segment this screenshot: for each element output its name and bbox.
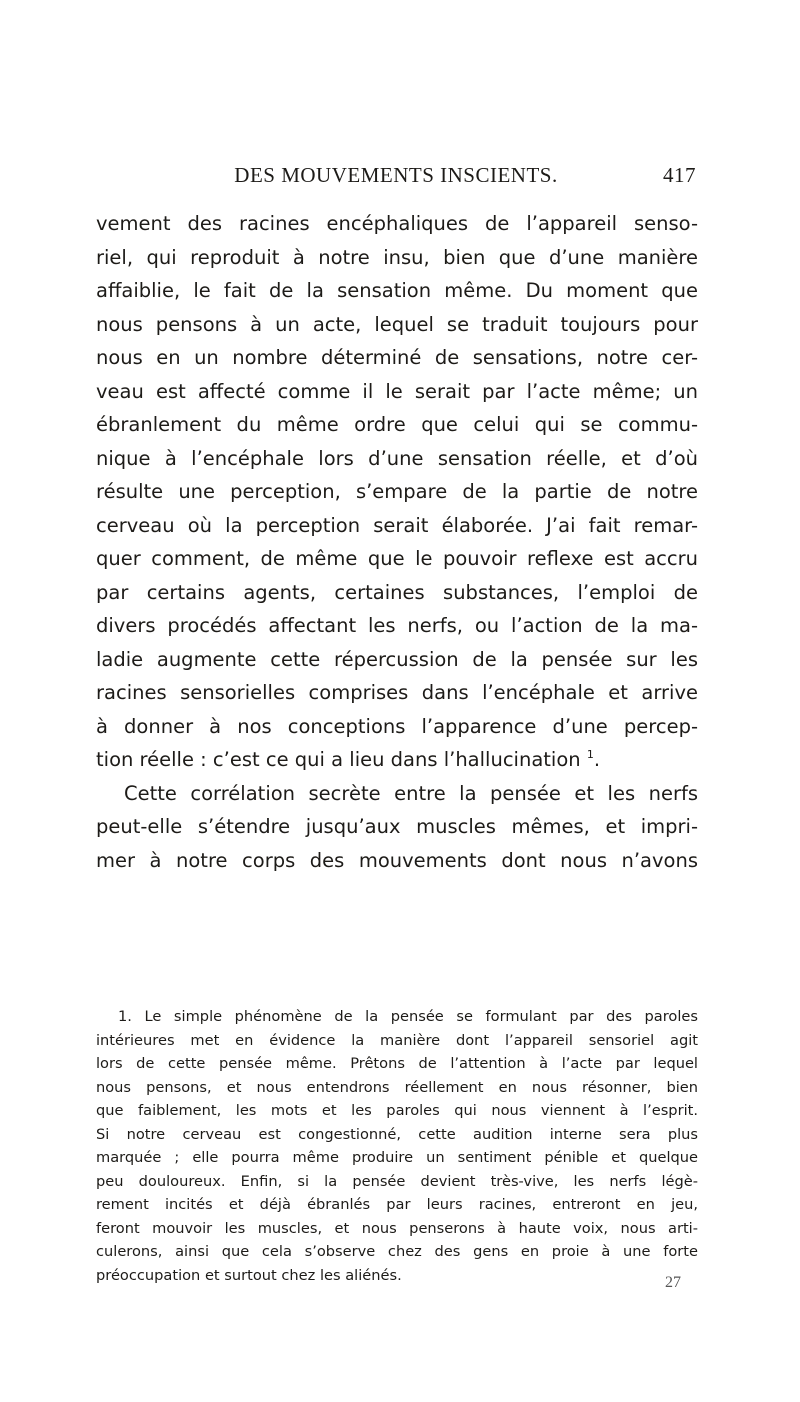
main-text	[96, 207, 698, 877]
paragraph-end-line	[96, 743, 698, 777]
text-line: peut-elle s’étendre jusqu’aux muscles mêmes, et impri-	[96, 815, 698, 838]
text-line: riel, qui reproduit à notre insu, bien que d’une manière	[96, 245, 698, 269]
footnote-line: lors de cette pensée même. Prêtons de l’attention à l’acte par lequel	[96, 1055, 698, 1072]
footnote-line: 1. Le simple phénomène de la pensée se formulant par des paroles	[118, 1008, 698, 1025]
running-head	[96, 163, 696, 193]
footnote-line: marquée ; elle pourra même produire un sentiment pénible et quelque	[96, 1149, 698, 1166]
footnote-line: que faiblement, les mots et les paroles qui nous viennent à l’esprit.	[96, 1102, 698, 1119]
text-line: racines sensorielles comprises dans l’encéphale et arrive	[96, 681, 698, 704]
footnote-line: peu douloureux. Enfin, si la pensée devient très-vive, les nerfs légè-	[96, 1172, 698, 1190]
text-line: veau est affecté comme il le serait par l’acte même; un	[96, 379, 698, 403]
text-line: tion réelle : c’est ce qui a lieu dans l’hallucination	[96, 748, 581, 771]
page-number: 417	[663, 163, 696, 187]
footnote-line: préoccupation et surtout chez les aliénés.	[96, 1266, 402, 1284]
footnote-line: culerons, ainsi que cela s’observe chez des gens en proie à une forte	[96, 1243, 698, 1260]
footnote-line: Si notre cerveau est congestionné, cette audition interne sera plus	[96, 1125, 698, 1143]
text-line: nique à l’encéphale lors d’une sensation réelle, et d’où	[96, 446, 698, 470]
footnote-line: nous pensons, et nous entendrons réellement en nous résonner, bien	[96, 1078, 698, 1096]
text-line: quer comment, de même que le pouvoir reflexe est accru	[96, 547, 698, 570]
text-line: par certains agents, certaines substances, l’emploi de	[96, 580, 698, 604]
paragraph-start-line: Cette corrélation secrète entre la pensée et les nerfs	[124, 781, 698, 805]
text-line: à donner à nos conceptions l’apparence d’une percep-	[96, 714, 698, 738]
text-line: nous en un nombre déterminé de sensations, notre cer-	[96, 346, 698, 369]
text-line: ladie augmente cette répercussion de la pensée sur les	[96, 647, 698, 671]
text-line: divers procédés affectant les nerfs, ou l’action de la ma-	[96, 614, 698, 637]
text-line: mer à notre corps des mouvements dont nous n’avons	[96, 848, 698, 872]
signature-mark: 27	[665, 1274, 681, 1291]
footnote	[96, 1005, 698, 1287]
text-line: cerveau où la perception serait élaborée. J’ai fait remar-	[96, 513, 698, 537]
footnote-line: intérieures met en évidence la manière dont l’appareil sensoriel agit	[96, 1031, 698, 1049]
footnote-reference: 1	[586, 748, 594, 761]
footnote-line: feront mouvoir les muscles, et nous penserons à haute voix, nous arti-	[96, 1219, 698, 1237]
text-line: nous pensons à un acte, lequel se traduit toujours pour	[96, 312, 698, 336]
text-line: vement des racines encéphaliques de l’appareil senso-	[96, 212, 698, 235]
text-line: résulte une perception, s’empare de la partie de notre	[96, 480, 698, 503]
running-title: DES MOUVEMENTS INSCIENTS.	[234, 163, 558, 187]
footnote-line: rement incités et déjà ébranlés par leurs racines, entreront en jeu,	[96, 1196, 698, 1213]
text-line: affaiblie, le fait de la sensation même. Du moment que	[96, 279, 698, 302]
sentence-end: .	[593, 748, 601, 771]
text-line: ébranlement du même ordre que celui qui se commu-	[96, 413, 698, 436]
